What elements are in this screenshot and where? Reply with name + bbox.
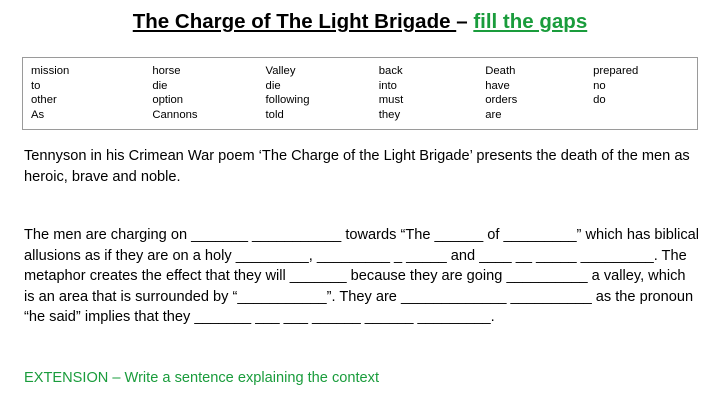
word-cell: option bbox=[152, 94, 184, 106]
extension-task: EXTENSION – Write a sentence explaining the context bbox=[24, 370, 380, 386]
word-bank-grid bbox=[23, 64, 697, 122]
word-cell: die bbox=[152, 79, 168, 92]
page-title bbox=[0, 10, 720, 34]
word-cell: following bbox=[265, 94, 310, 106]
table-row bbox=[23, 79, 697, 94]
word-cell: mission bbox=[31, 65, 70, 77]
page-title-accent: fill the gaps bbox=[473, 10, 588, 33]
word-cell: orders bbox=[485, 94, 518, 106]
word-cell: horse bbox=[152, 65, 181, 77]
word-cell: Valley bbox=[265, 65, 296, 77]
word-bank-table bbox=[22, 57, 698, 130]
word-cell: As bbox=[31, 108, 45, 121]
word-cell: prepared bbox=[593, 65, 639, 77]
word-cell: back bbox=[378, 65, 403, 77]
word-cell: do bbox=[593, 94, 606, 106]
word-cell: Cannons bbox=[152, 108, 198, 121]
table-row bbox=[23, 108, 697, 123]
word-cell: other bbox=[31, 94, 57, 106]
word-cell: must bbox=[378, 94, 404, 106]
page-title-dash: – bbox=[456, 10, 474, 33]
word-cell: have bbox=[485, 79, 510, 92]
table-row bbox=[23, 93, 697, 108]
word-cell bbox=[585, 108, 697, 123]
table-row bbox=[23, 64, 697, 79]
word-cell: no bbox=[593, 79, 606, 92]
page-title-main: The Charge of The Light Brigade bbox=[132, 10, 457, 33]
word-cell: die bbox=[265, 79, 281, 92]
word-cell: Death bbox=[485, 65, 516, 77]
word-cell: are bbox=[485, 108, 502, 121]
gap-fill-paragraph: The men are charging on _______ ___________ towards “The ______ of _________” which has biblical allusions as if they are on a holy _________, _________ _ _____ and ____ __ _____ _________. The metaphor creates the effect that they will _______ because they are going __________ a valley, which is an area that is surrounded by “___________”. They are _____________ __________ as the pronoun “he said” implies that they _______ ___ ___ ______ ______ _________. bbox=[24, 227, 700, 325]
word-cell: into bbox=[378, 79, 397, 92]
word-cell: they bbox=[378, 108, 401, 121]
word-cell: to bbox=[31, 79, 41, 92]
intro-paragraph: Tennyson in his Crimean War poem ‘The Charge of the Light Brigade’ presents the death of the men as heroic, brave and noble. bbox=[24, 148, 690, 185]
word-cell: told bbox=[265, 108, 284, 121]
